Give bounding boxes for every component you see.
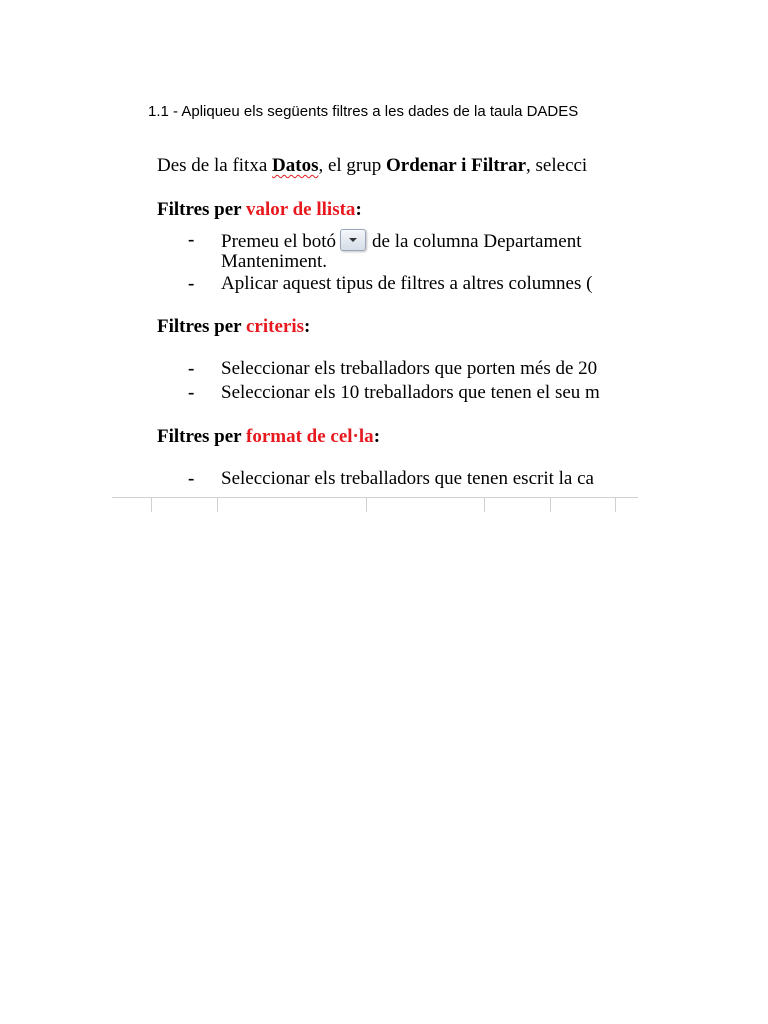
dropdown-arrow-icon: [340, 229, 366, 251]
section-heading-format: Filtres per format de cel·la:: [157, 426, 381, 447]
section-heading-list: Filtres per valor de llista:: [157, 199, 362, 220]
tab-name: Datos: [272, 155, 319, 176]
intro-paragraph: [157, 155, 587, 177]
intro-text: , el grup: [318, 155, 387, 176]
page-heading: 1.1 - Apliqueu els següents filtres a les dades de la taula DADES: [148, 103, 579, 120]
embedded-document-image: Des de la fitxa Datos, el grup Ordenar i Filtrar, selecci Filtres per valor de llista: - Premeu el botó de la columna Departament Manteniment. - Aplicar aquest tipus de filtres a altres columnes ( Filtres per criteris: - Seleccionar els treballadors que porten més de 20 - Seleccionar els 10 treballadors que tenen el seu m Filtres per format de cel·la: - Seleccionar els treballadors que tenen escrit la ca: [157, 155, 600, 489]
intro-text: , selecci: [526, 155, 588, 176]
spreadsheet-gridlines: [112, 497, 638, 512]
section-heading-criteria: Filtres per criteris:: [157, 316, 311, 337]
intro-text: Des de la fitxa: [157, 155, 273, 176]
group-name: Ordenar i Filtrar: [386, 155, 527, 176]
